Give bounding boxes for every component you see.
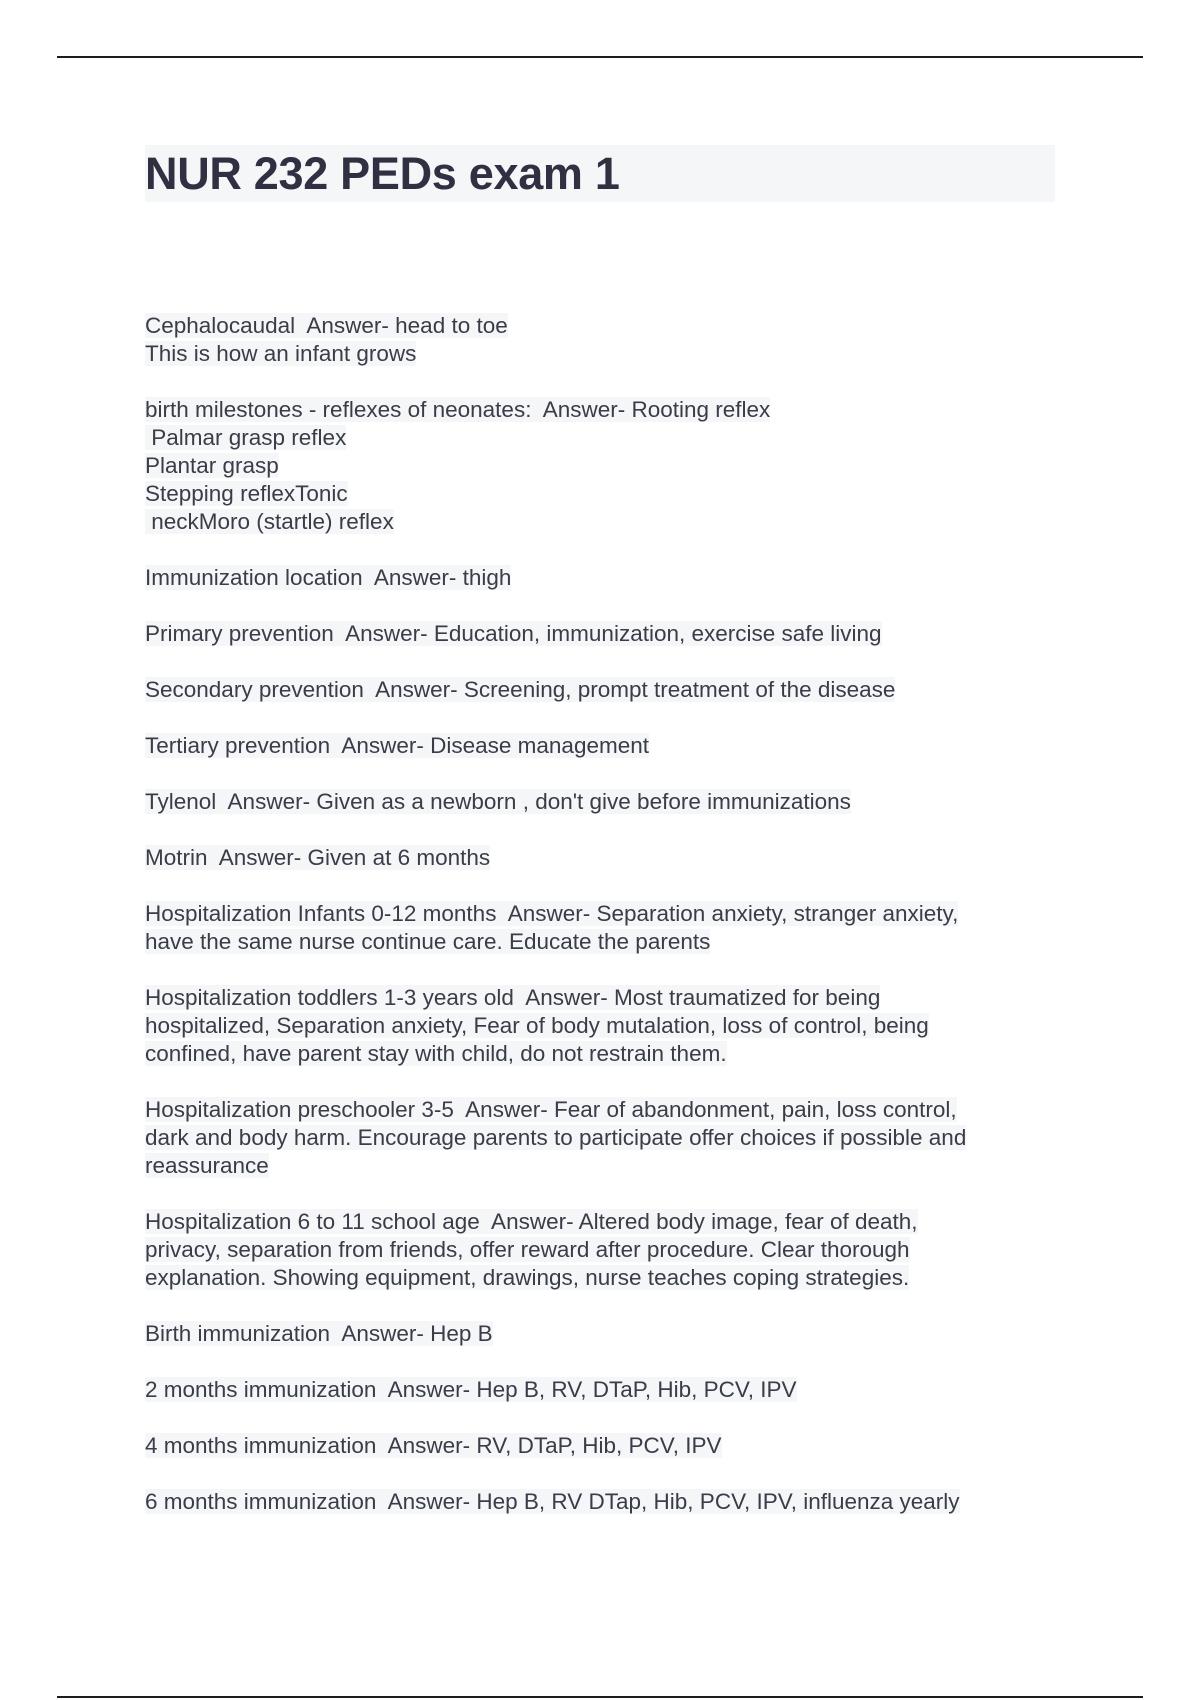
text-line: Birth immunization Answer- Hep B <box>145 1321 493 1346</box>
text-line: have the same nurse continue care. Educate the parents <box>145 929 711 954</box>
text-line: 2 months immunization Answer- Hep B, RV, DTaP, Hib, PCV, IPV <box>145 1377 797 1402</box>
text-line: This is how an infant grows <box>145 341 417 366</box>
page-title: NUR 232 PEDs exam 1 <box>145 148 620 199</box>
text-line: Palmar grasp reflex <box>145 425 347 450</box>
qa-entry <box>145 564 1055 592</box>
footer-rule <box>57 1696 1143 1698</box>
text-line: Cephalocaudal Answer- head to toe <box>145 313 508 338</box>
text-line: reassurance <box>145 1153 269 1178</box>
text-line: birth milestones - reflexes of neonates: Answer- Rooting reflex <box>145 397 771 422</box>
text-line: hospitalized, Separation anxiety, Fear of body mutalation, loss of control, being <box>145 1013 929 1038</box>
text-line: Primary prevention Answer- Education, immunization, exercise safe living <box>145 621 882 646</box>
qa-entry <box>145 844 1055 872</box>
text-line: Tylenol Answer- Given as a newborn , don't give before immunizations <box>145 789 851 814</box>
text-line: Secondary prevention Answer- Screening, prompt treatment of the disease <box>145 677 896 702</box>
text-line: neckMoro (startle) reflex <box>145 509 394 534</box>
qa-entry <box>145 620 1055 648</box>
text-line: confined, have parent stay with child, do not restrain them. <box>145 1041 727 1066</box>
qa-entry <box>145 312 1055 368</box>
flashcard-list <box>145 312 1055 1544</box>
qa-entry <box>145 732 1055 760</box>
text-line: Tertiary prevention Answer- Disease management <box>145 733 649 758</box>
text-line: explanation. Showing equipment, drawings, nurse teaches coping strategies. <box>145 1265 910 1290</box>
text-line: Motrin Answer- Given at 6 months <box>145 845 491 870</box>
text-line: Immunization location Answer- thigh <box>145 565 512 590</box>
text-line: Hospitalization preschooler 3-5 Answer- Fear of abandonment, pain, loss control, <box>145 1097 957 1122</box>
qa-entry <box>145 1488 1055 1516</box>
text-line: 6 months immunization Answer- Hep B, RV DTap, Hib, PCV, IPV, influenza yearly <box>145 1489 960 1514</box>
text-line: Stepping reflexTonic <box>145 481 348 506</box>
qa-entry <box>145 396 1055 536</box>
text-line: privacy, separation from friends, offer reward after procedure. Clear thorough <box>145 1237 910 1262</box>
text-line: Hospitalization 6 to 11 school age Answer- Altered body image, fear of death, <box>145 1209 918 1234</box>
qa-entry <box>145 788 1055 816</box>
qa-entry <box>145 1208 1055 1292</box>
text-line: Hospitalization toddlers 1-3 years old Answer- Most traumatized for being <box>145 985 881 1010</box>
qa-entry <box>145 900 1055 956</box>
text-line: Hospitalization Infants 0-12 months Answer- Separation anxiety, stranger anxiety, <box>145 901 959 926</box>
qa-entry <box>145 1096 1055 1180</box>
qa-entry <box>145 676 1055 704</box>
qa-entry <box>145 984 1055 1068</box>
text-line: 4 months immunization Answer- RV, DTaP, Hib, PCV, IPV <box>145 1433 722 1458</box>
qa-entry <box>145 1320 1055 1348</box>
qa-entry <box>145 1376 1055 1404</box>
text-line: dark and body harm. Encourage parents to participate offer choices if possible and <box>145 1125 967 1150</box>
qa-entry <box>145 1432 1055 1460</box>
header-rule <box>57 56 1143 58</box>
text-line: Plantar grasp <box>145 453 279 478</box>
